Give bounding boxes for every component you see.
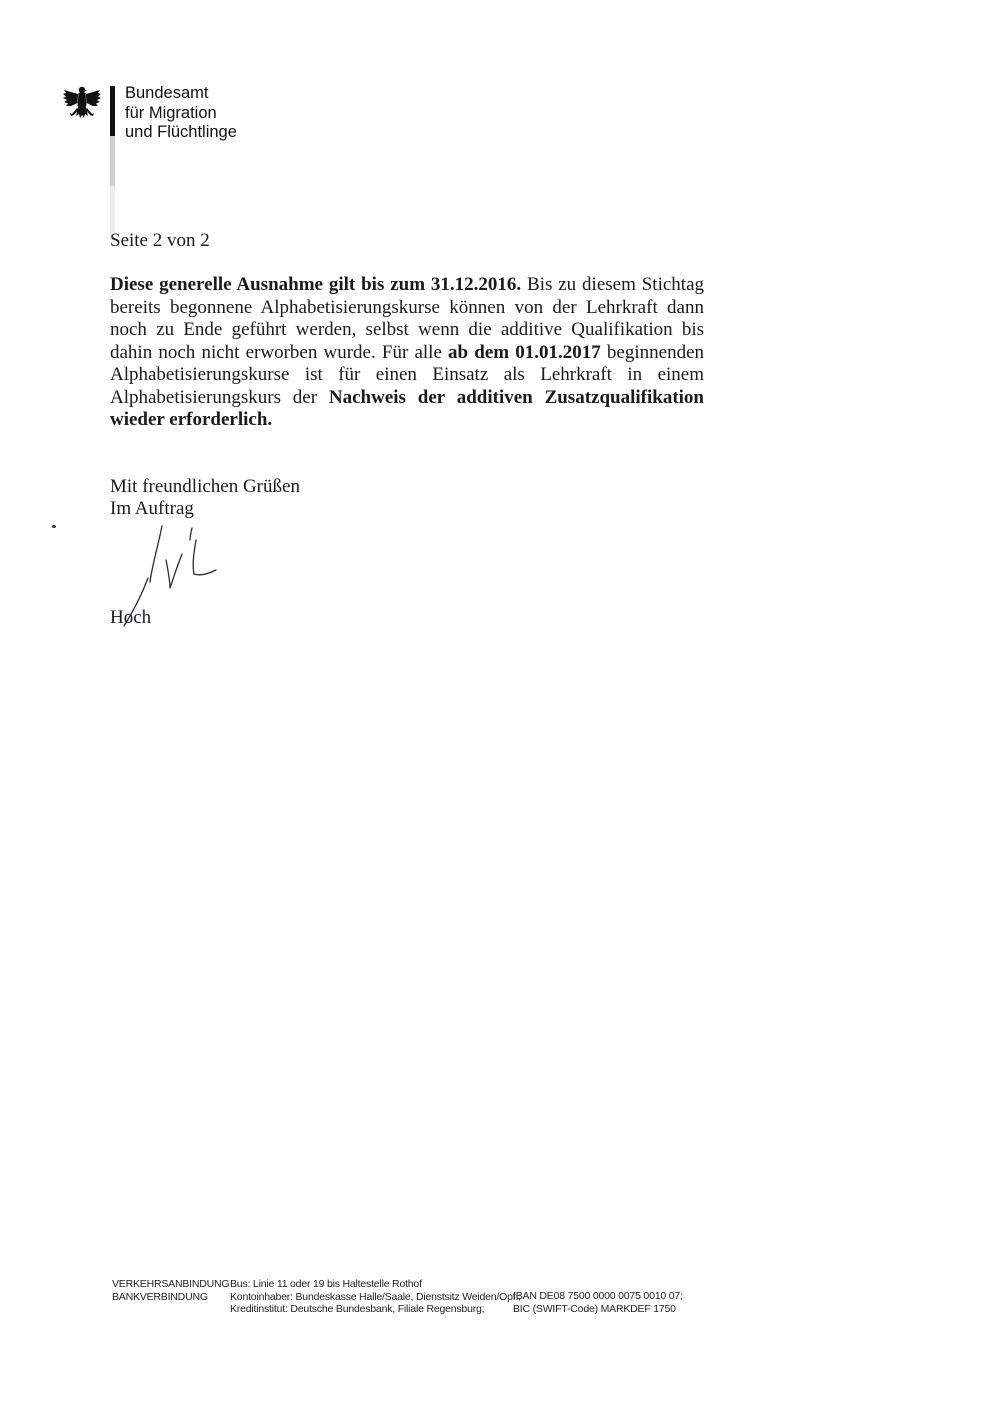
scan-speck [52, 525, 56, 528]
footer-labels [112, 1278, 232, 1303]
closing-greeting: Mit freundlichen Grüßen [110, 476, 300, 497]
federal-eagle-icon [62, 84, 102, 128]
closing-block [110, 476, 300, 520]
footer-bank-code: BIC (SWIFT-Code) MARKDEF 1750 [513, 1302, 676, 1315]
body-bold-segment: Nachweis der additiven Zusatzqualifikation wieder erforderlich. [110, 386, 704, 430]
agency-name-line: Bundesamt [125, 84, 209, 102]
closing-on-behalf: Im Auftrag [110, 498, 194, 519]
agency-name [125, 84, 237, 143]
footer-detail: Kreditinstitut: Deutsche Bundesbank, Filiale Regensburg; [230, 1303, 485, 1315]
agency-logo [62, 84, 242, 184]
footer-label: VERKEHRSANBINDUNG [112, 1278, 230, 1290]
page-number: Seite 2 von 2 [110, 230, 210, 251]
body-bold-segment: ab dem 01.01.2017 [448, 341, 601, 363]
footer-detail: Bus: Linie 11 oder 19 bis Haltestelle Rothof [230, 1278, 422, 1290]
body-segment: Bis zu diesem Stichtag bereits begonnene Alphabetisierungskurse können von der Lehrkraft dann noch zu Ende geführt werden, selbst wenn die additive Qualifikation bis dahin noch nicht erworben wurde. Für alle [110, 274, 704, 363]
agency-name-line: und Flüchtlinge [125, 123, 237, 141]
footer-detail: Kontoinhaber: Bundeskasse Halle/Saale, Dienstsitz Weiden/Opf.; [230, 1290, 521, 1303]
body-paragraph [110, 274, 704, 432]
signer-name: Hoch [110, 607, 152, 628]
flag-bar [110, 86, 115, 236]
body-bold-segment: Diese generelle Ausnahme gilt bis zum 31.12.2016. [110, 274, 522, 295]
body-segment: beginnenden Alphabetisierungskurse ist für einen Einsatz als Lehrkraft in einem Alphabetisierungskurs der [110, 341, 705, 408]
agency-name-line: für Migration [125, 103, 217, 122]
footer-details [230, 1278, 530, 1316]
footer-label: BANKVERBINDUNG [112, 1290, 208, 1303]
footer-bank-code: IBAN DE08 7500 0000 0075 0010 07; [513, 1290, 683, 1302]
footer-bank-codes [513, 1290, 713, 1315]
